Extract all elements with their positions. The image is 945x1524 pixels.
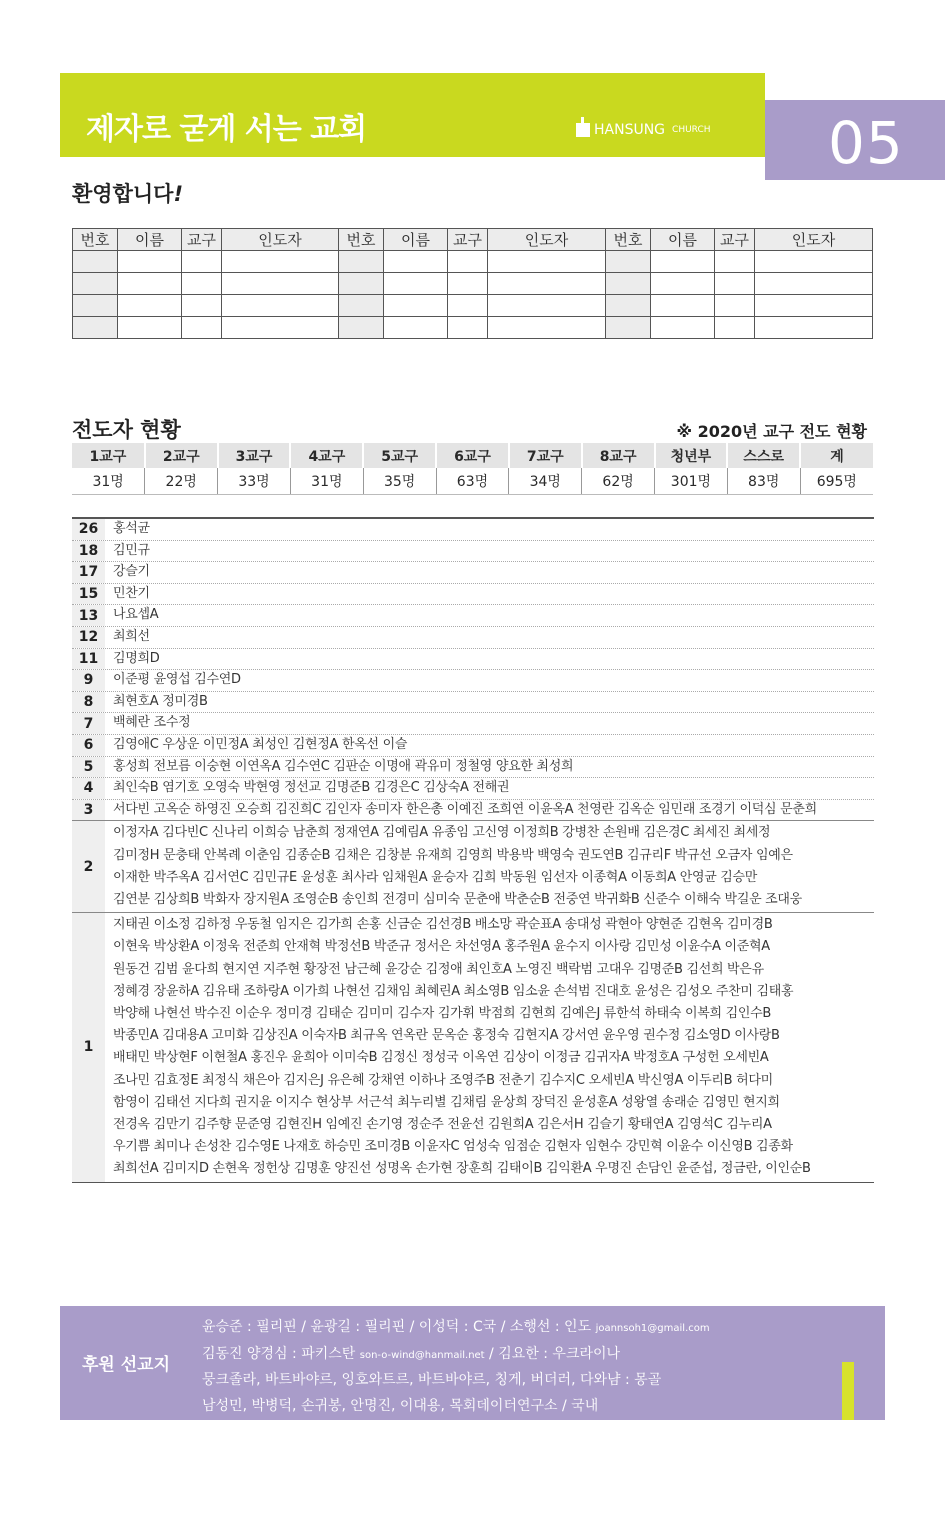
ranking-row (72, 778, 874, 800)
col-number: 번호 (339, 229, 384, 251)
stats-value: 83명 (727, 468, 800, 495)
missions-line: 뭉크졸라, 바트바야르, 잉호와트르, 바트바야르, 칭게, 버더러, 다와냠 : 몽골 (202, 1372, 662, 1388)
ranking-names: 이준평 윤영섭 김수연D (113, 672, 241, 688)
stats-value: 31명 (72, 468, 145, 495)
header-title: 제자로 굳게 서는 교회 (86, 112, 367, 147)
ranking-count: 26 (72, 519, 105, 540)
page-number: 05 (828, 109, 904, 177)
evangelism-title: 전도자 현황 (72, 418, 181, 442)
ranking-count: 9 (72, 670, 105, 691)
missions-email: joannsoh1@gmail.com (595, 1323, 710, 1334)
ranking-count: 3 (72, 800, 105, 821)
stats-header: 8교구 (582, 443, 655, 468)
ranking-count: 5 (72, 757, 105, 778)
col-name: 이름 (118, 229, 182, 251)
church-logo (576, 120, 711, 140)
ranking-count: 7 (72, 713, 105, 734)
evangelism-stats-table (72, 443, 873, 495)
stats-value: 695명 (800, 468, 873, 495)
missions-line (202, 1342, 710, 1369)
missions-line-text: 윤승준 : 필리핀 / 윤광길 : 필리핀 / 이성덕 : C국 / 소행선 : 인도 (202, 1319, 592, 1335)
ranking-count: 6 (72, 735, 105, 756)
stats-header: 4교구 (290, 443, 363, 468)
ranking-names: 민찬기 (113, 585, 150, 601)
ranking-names: 김민규 (113, 542, 150, 558)
missions-lines (202, 1315, 710, 1419)
ranking-names: 최희선 (113, 628, 150, 644)
welcome-row (73, 273, 873, 295)
ranking-count: 13 (72, 605, 105, 626)
welcome-title-suffix: ! (173, 182, 184, 206)
ranking-names: 백혜란 조수정 (113, 715, 191, 731)
ranking-names: 최인숙B 염기호 오영숙 박현영 정선교 김명준B 김경은C 김상숙A 전해권 (113, 780, 510, 796)
ranking-row (72, 821, 874, 913)
stats-header: 계 (800, 443, 873, 468)
col-parish: 교구 (448, 229, 488, 251)
missions-accent-bar (842, 1362, 854, 1420)
ranking-row (72, 541, 874, 563)
ranking-row (72, 605, 874, 627)
stats-value: 62명 (582, 468, 655, 495)
ranking-names: 강슬기 (113, 564, 150, 580)
ranking-row (72, 757, 874, 779)
missions-title: 후원 선교지 (82, 1355, 171, 1375)
stats-value: 63명 (436, 468, 509, 495)
ranking-row (72, 692, 874, 714)
stats-value-row (72, 468, 873, 495)
church-name-suffix: CHURCH (672, 125, 711, 135)
ranking-row (72, 800, 874, 822)
stats-value: 31명 (290, 468, 363, 495)
ranking-names: 지태권 이소정 김하정 우동철 임지은 김가희 손홍 신금순 김선경B 배소망 곽순표A 송대성 곽현아 양현준 김현옥 김미경B 이현욱 박상환A 이정욱 전준희 안재혁 박정선B 박준규 정서은 차선영A 홍주원A 윤수지 이사랑 김민성 이윤수A 이준혁A 원동건 김범 윤다희 현지연 지주현 황장전 남근혜 윤강순 김정애 최인호A 노영진 백락범 고대우 김명준B 김선희 박은유 정혜경 장윤하A 김유태 조하랑A 이가희 나현선 김채임 최혜린A 최소영B 임소윤 손석범 진대호 윤성은 김성오 주찬미 김태홍 박양해 나현선 박수진 이순우 정미경 김태순 김미미 김수자 김가휘 박점희 김현희 김예은J 류한석 하태숙 이복희 김인수B 박종민A 김대용A 고미화 김상진A 이숙자B 최규옥 연옥란 문옥순 홍정숙 김현지A 강서연 윤우영 권수정 김소영D 이사랑B 배태민 박상현F 이현철A 홍진우 윤희아 이미숙B 김정신 정성국 이옥연 김상이 이정금 김귀자A 박정호A 구성헌 오세빈A 조나민 김효정E 최정식 채은아 김지은J 유은혜 강채연 이하나 조영주B 전춘기 김수지C 오세빈A 박신영A 이두리B 허다미 함영이 김태선 지다희 권지윤 이지수 현상부 서근석 최누리별 김채림 윤상희 장덕진 윤성훈A 성왕열 송래순 김영민 현지희 전경옥 김만기 김주향 문준영 김현진H 임예진 손기영 정순주 전윤선 김원희A 김은서H 김슬기 황태연A 김영석C 김누리A 우기쁨 최미나 손성찬 김수영E 나재호 하승민 조미경B 이윤자C 엄성숙 임점순 김현자 임현수 강민혁 이윤수 이신영B 김종화 최희선A 김미지D 손현옥 정헌상 김명훈 양진선 성명옥 손가현 장훈희 김태이B 김익환A 우명진 손담인 윤준섭, 정금란, 이인순B (113, 917, 811, 1177)
ranking-count: 4 (72, 778, 105, 799)
ranking-row (72, 670, 874, 692)
welcome-row (73, 251, 873, 273)
ranking-row (72, 562, 874, 584)
stats-header: 7교구 (509, 443, 582, 468)
ranking-count: 15 (72, 584, 105, 605)
ranking-count: 18 (72, 541, 105, 562)
church-cross-icon (576, 123, 590, 137)
col-name: 이름 (651, 229, 715, 251)
ranking-row (72, 913, 874, 1181)
ranking-count: 1 (72, 913, 105, 1181)
ranking-names: 홍석균 (113, 521, 150, 536)
col-parish: 교구 (715, 229, 755, 251)
stats-header: 1교구 (72, 443, 145, 468)
ranking-names: 이정자A 김다빈C 신나리 이희승 남춘희 정재연A 김예림A 유종임 고신영 이정희B 강병찬 손원배 김은경C 최세진 최세정 김미정H 문충태 안복례 이춘임 김종순B 김채은 김창분 유재희 김영희 박용박 백영숙 권도연B 김규리F 박규선 오금자 임예은 이재한 박주옥A 김서연C 김민규E 윤성훈 최사라 임채원A 윤승자 김희 박동원 임선자 이종혁A 이동희A 안영균 김승만 김연분 김상희B 박화자 장지원A 조영순B 송인희 전경미 심미숙 문춘애 박춘순B 전중연 박귀화B 신준수 이해숙 박길운 조대웅 (113, 825, 802, 907)
stats-header: 6교구 (436, 443, 509, 468)
stats-value: 301명 (655, 468, 728, 495)
ranking-names: 최현호A 정미경B (113, 693, 208, 709)
welcome-table (72, 228, 873, 339)
col-guide: 인도자 (222, 229, 339, 251)
ranking-row (72, 649, 874, 671)
ranking-count: 17 (72, 562, 105, 583)
missions-line-text: / 김요한 : 우크라이나 (484, 1345, 621, 1362)
ranking-row (72, 627, 874, 649)
welcome-title-text: 환영합니다 (72, 182, 174, 206)
ranking-names: 나요셉A (113, 607, 159, 623)
stats-header: 청년부 (655, 443, 728, 468)
welcome-row (73, 317, 873, 339)
missions-line: 남성민, 박병덕, 손귀봉, 안명진, 이대용, 목회데이터연구소 / 국내 (202, 1397, 599, 1414)
ranking-count: 2 (72, 821, 105, 912)
col-number: 번호 (73, 229, 118, 251)
welcome-row (73, 295, 873, 317)
col-guide: 인도자 (488, 229, 606, 251)
stats-header: 2교구 (145, 443, 218, 468)
col-number: 번호 (606, 229, 651, 251)
church-name: HANSUNG (594, 122, 666, 138)
stats-header: 5교구 (363, 443, 436, 468)
ranking-row (72, 735, 874, 757)
stats-header: 3교구 (218, 443, 291, 468)
missions-email: son-o-wind@hanmail.net (359, 1349, 485, 1361)
stats-value: 33명 (218, 468, 291, 495)
col-parish: 교구 (182, 229, 222, 251)
ranking-row (72, 713, 874, 735)
welcome-title (72, 178, 183, 208)
ranking-count: 11 (72, 649, 105, 670)
ranking-names: 서다빈 고옥순 하영진 오승희 김진희C 김인자 송미자 한은총 이예진 조희연 이윤옥A 천영란 김옥순 임민래 조경기 이덕심 문춘희 (113, 801, 817, 817)
stats-header: 스스로 (727, 443, 800, 468)
ranking-names: 김명희D (113, 650, 160, 666)
evangelist-ranking (72, 517, 874, 1183)
ranking-row (72, 519, 874, 541)
ranking-count: 12 (72, 627, 105, 648)
missions-line (202, 1315, 710, 1342)
stats-value: 22명 (145, 468, 218, 495)
missions-box (60, 1306, 885, 1420)
ranking-names: 김영애C 우상운 이민정A 최성인 김현정A 한옥선 이슬 (113, 736, 408, 752)
evangelism-note: ※ 2020년 교구 전도 현황 (676, 422, 867, 441)
ranking-count: 8 (72, 692, 105, 713)
ranking-names: 홍성희 전보름 이숭현 이연옥A 김수연C 김판순 이명애 곽유미 정철영 양요한 최성희 (113, 758, 574, 774)
missions-line-text: 김동진 양경심 : 파키스탄 (202, 1345, 356, 1362)
stats-header-row (72, 443, 873, 468)
ranking-row (72, 584, 874, 606)
stats-value: 35명 (363, 468, 436, 495)
col-name: 이름 (384, 229, 448, 251)
col-guide: 인도자 (755, 229, 873, 251)
welcome-header-row (73, 229, 873, 251)
stats-value: 34명 (509, 468, 582, 495)
